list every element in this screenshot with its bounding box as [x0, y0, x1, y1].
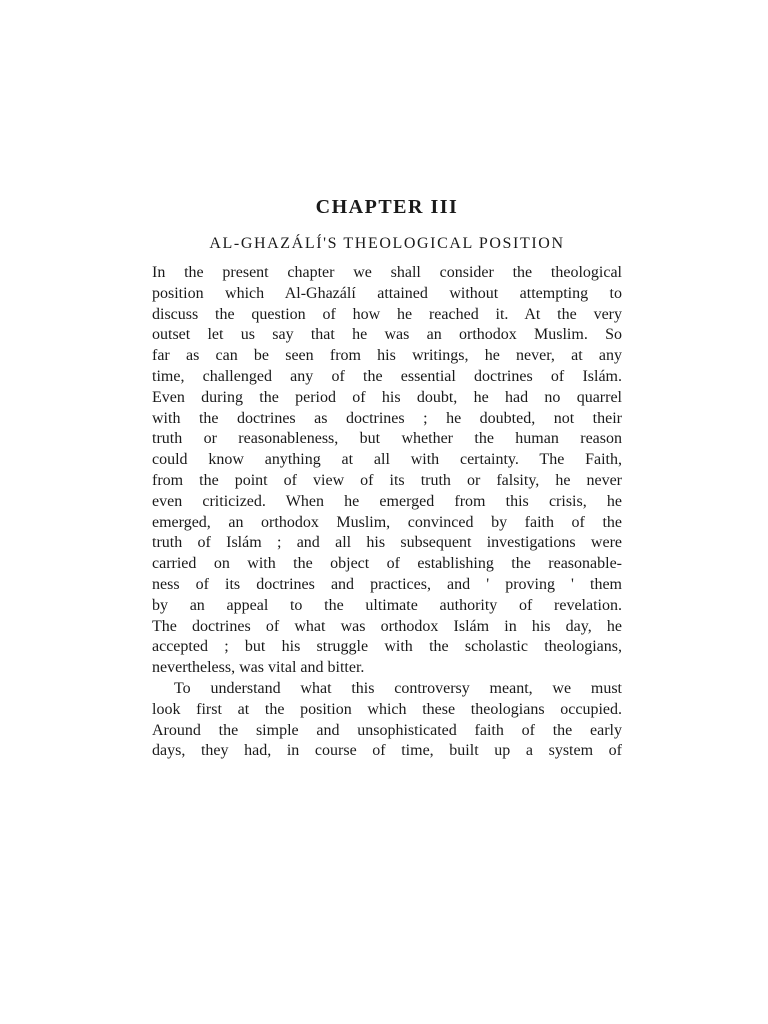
text-line: Even during the period of his doubt, he had no quarrel: [152, 388, 622, 406]
text-line: In the present chapter we shall consider the theological: [152, 264, 622, 281]
text-line: discuss the question of how he reached it. At the very: [152, 305, 622, 323]
text-line: by an appeal to the ultimate authority of revelation.: [152, 596, 622, 614]
text-line: ness of its doctrines and practices, and ' proving ' them: [152, 575, 622, 593]
text-line: truth of Islám ; and all his subsequent investigations were: [152, 534, 622, 552]
section-title: AL-GHAZÁLÍ'S THEOLOGICAL POSITION: [209, 235, 565, 252]
text-line: could know anything at all with certainty. The Faith,: [152, 451, 622, 469]
text-line: look first at the position which these theologians occupied.: [152, 700, 622, 718]
text-line: truth or reasonableness, but whether the human reason: [152, 430, 622, 448]
text-line: position which Al-Ghazálí attained without attempting to: [152, 284, 622, 302]
text-line: emerged, an orthodox Muslim, convinced by faith of the: [152, 513, 622, 531]
text-line: from the point of view of its truth or falsity, he never: [152, 471, 622, 489]
chapter-title: CHAPTER III: [315, 196, 459, 218]
text-line: with the doctrines as doctrines ; he doubted, not their: [152, 409, 622, 427]
text-line: carried on with the object of establishing the reasonable-: [152, 555, 622, 573]
text-line: time, challenged any of the essential doctrines of Islám.: [152, 367, 622, 385]
text-line: accepted ; but his struggle with the scholastic theologians,: [152, 638, 622, 656]
text-line: outset let us say that he was an orthodox Muslim. So: [152, 326, 622, 344]
book-page: [152, 196, 622, 762]
text-line: Around the simple and unsophisticated faith of the early: [152, 721, 622, 739]
text-line: even criticized. When he emerged from this crisis, he: [152, 492, 622, 510]
paragraph-2: [152, 679, 622, 762]
text-line: nevertheless, was vital and bitter.: [152, 659, 365, 677]
text-line: The doctrines of what was orthodox Islám in his day, he: [152, 617, 622, 635]
paragraph-1: [152, 263, 622, 679]
text-line: far as can be seen from his writings, he never, at any: [152, 347, 622, 365]
text-line: To understand what this controversy meant, we must: [174, 679, 622, 697]
text-line: days, they had, in course of time, built up a system of: [152, 742, 622, 760]
